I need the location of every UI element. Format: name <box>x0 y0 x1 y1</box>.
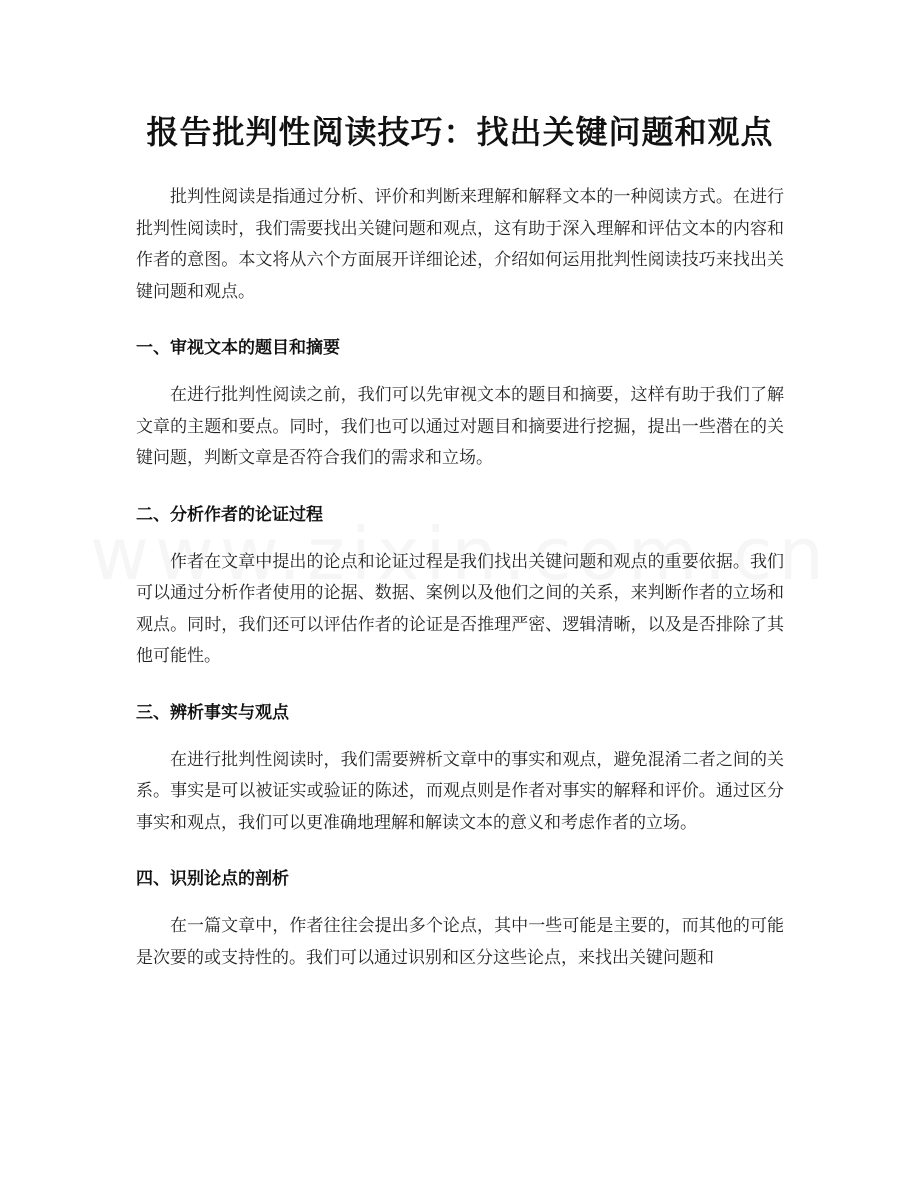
section-heading-2: 二、分析作者的论证过程 <box>136 504 323 525</box>
section-heading-4: 四、识别论点的剖析 <box>136 869 289 889</box>
section-paragraph-4: 在一篇文章中，作者往往会提出多个论点，其中一些可能是主要的，而其他的可能是次要的或支持性的。我们可以通过识别和区分这些论点，来找出关键问题和 <box>136 916 784 968</box>
section-heading-1: 一、审视文本的题目和摘要 <box>136 338 340 358</box>
section-heading-3: 三、辨析事实与观点 <box>136 702 289 723</box>
page-title: 报告批判性阅读技巧：找出关键问题和观点 <box>146 113 774 151</box>
document-body <box>136 182 784 974</box>
section-paragraph-3: 在进行批判性阅读时，我们需要辨析文章中的事实和观点，避免混淆二者之间的关系。事实是可以被证实或验证的陈述，而观点则是作者对事实的解释和评价。通过区分事实和观点，我们可以更准确地理解和解读文本的意义和考虑作者的立场。 <box>136 749 784 833</box>
section-paragraph-2: 作者在文章中提出的论点和论证过程是我们找出关键问题和观点的重要依据。我们可以通过分析作者使用的论据、数据、案例以及他们之间的关系，来判断作者的立场和观点。同时，我们还可以评估作者的论证是否推理严密、逻辑清晰，以及是否排除了其他可能性。 <box>136 551 784 666</box>
intro-paragraph: 批判性阅读是指通过分析、评价和判断来理解和解释文本的一种阅读方式。在进行批判性阅读时，我们需要找出关键问题和观点，这有助于深入理解和评估文本的内容和作者的意图。本文将从六个方面展开详细论述，介绍如何运用批判性阅读技巧来找出关键问题和观点。 <box>136 187 784 302</box>
section-paragraph-1: 在进行批判性阅读之前，我们可以先审视文本的题目和摘要，这样有助于我们了解文章的主题和要点。同时，我们也可以通过对题目和摘要进行挖掘，提出一些潜在的关键问题，判断文章是否符合我们的需求和立场。 <box>136 385 784 468</box>
